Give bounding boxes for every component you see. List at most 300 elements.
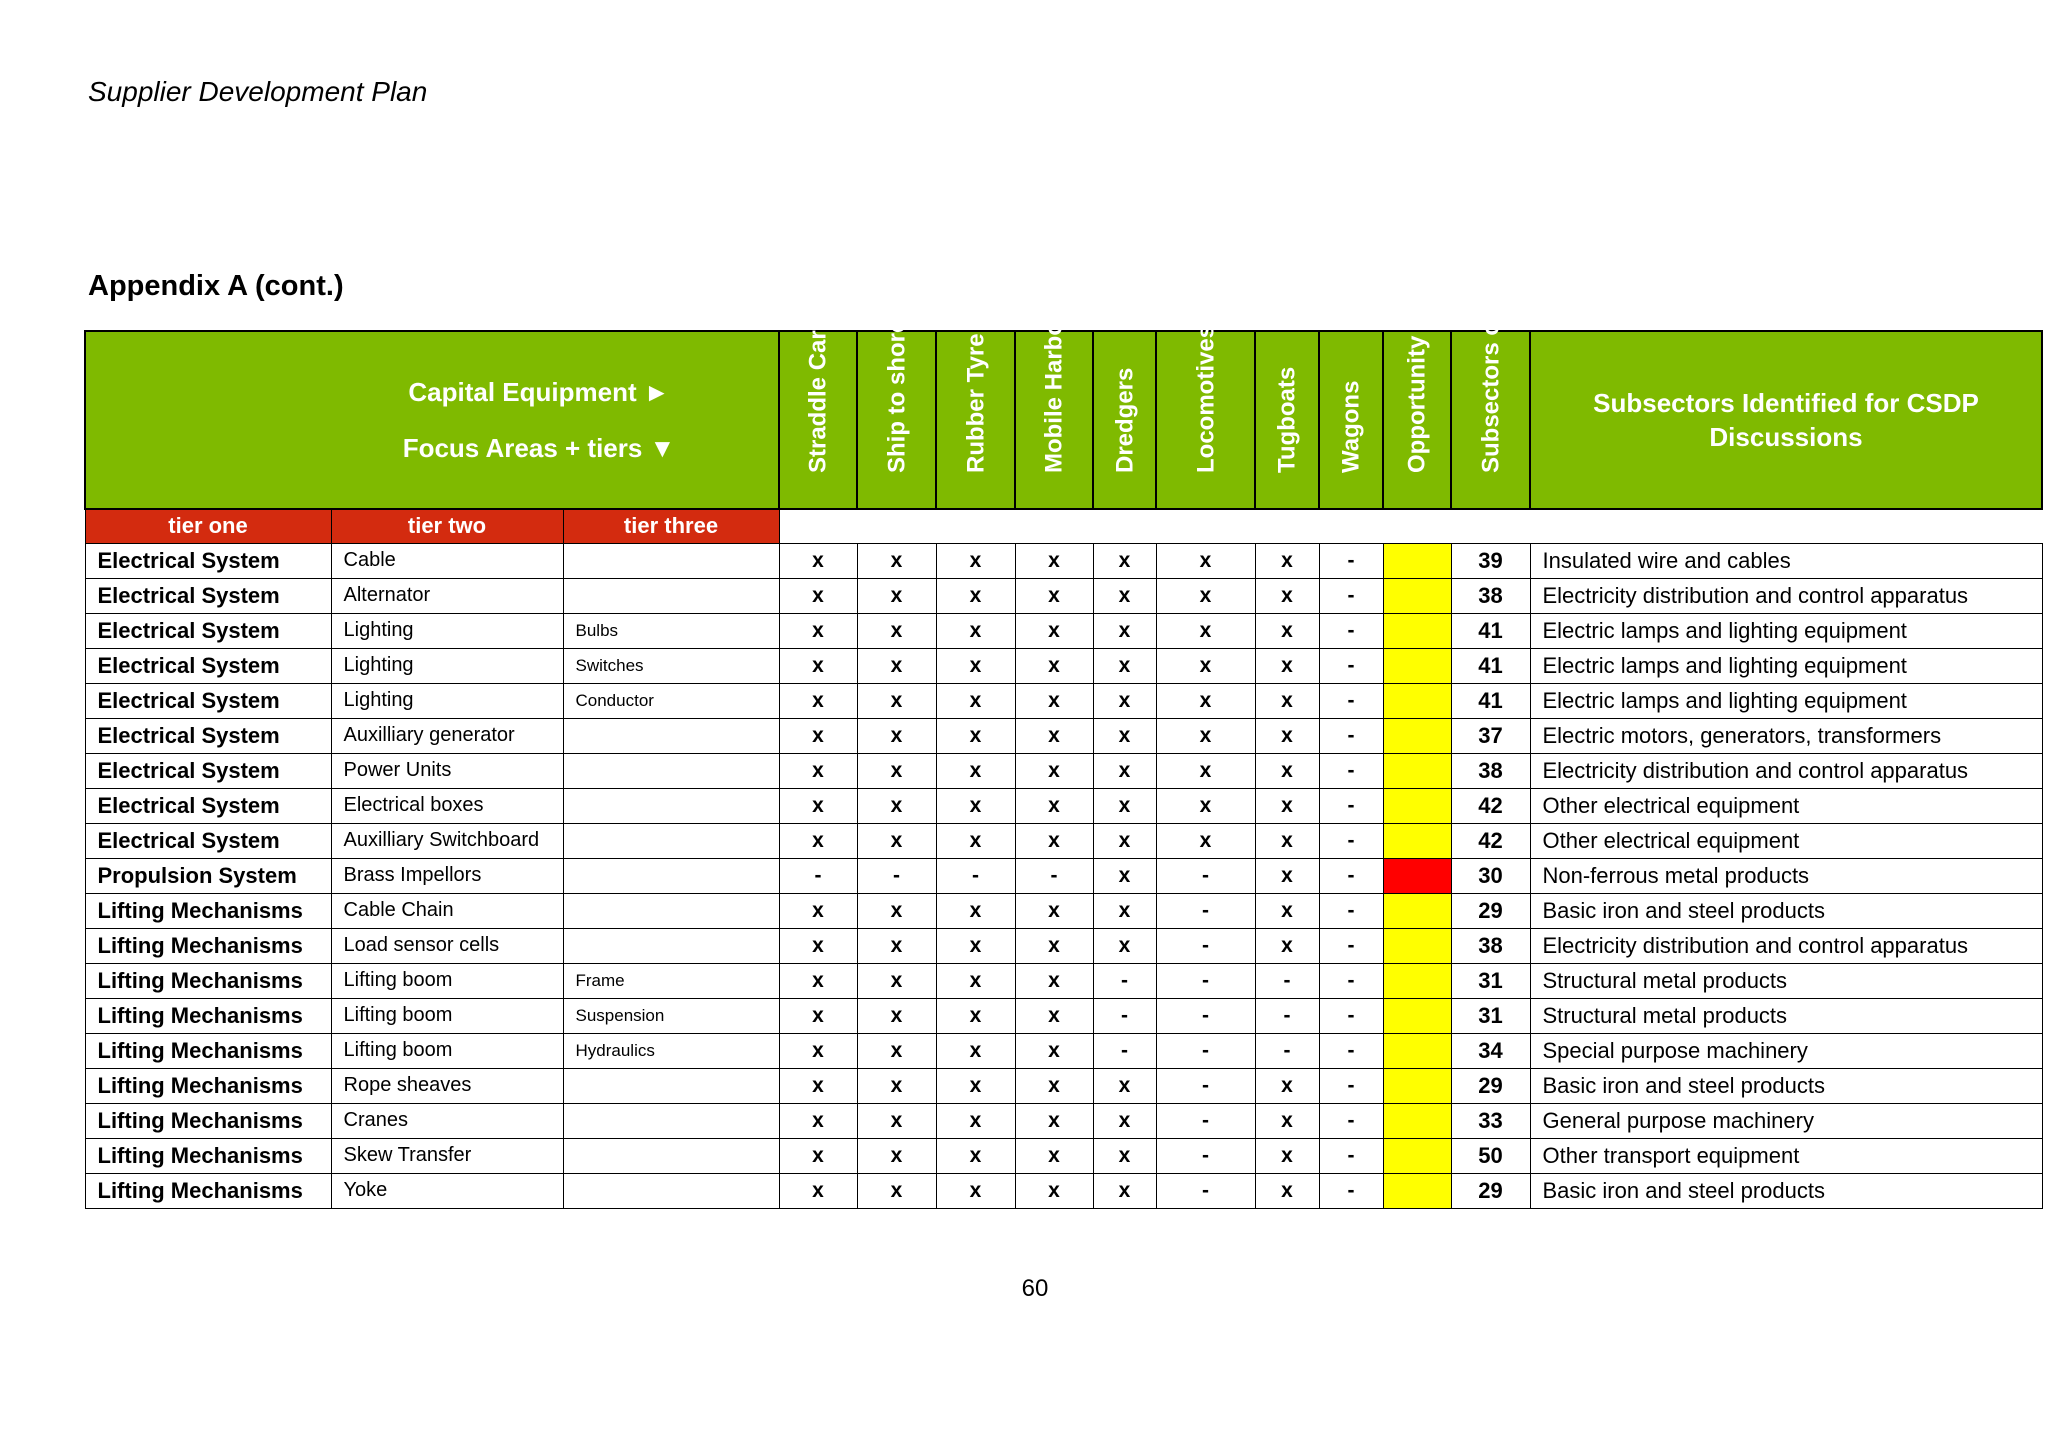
subsector-cell: Other electrical equipment <box>1530 823 2042 858</box>
col-header-ship-to-shore-cranes <box>857 235 936 509</box>
equipment-mark-cell: x <box>1255 928 1319 963</box>
equipment-mark-cell: - <box>1015 858 1093 893</box>
equipment-mark-cell: x <box>936 788 1015 823</box>
subsector-cell: Other transport equipment <box>1530 1138 2042 1173</box>
opportunity-cell <box>1383 893 1451 928</box>
equipment-mark-cell: x <box>936 998 1015 1033</box>
equipment-mark-cell: x <box>1015 1103 1093 1138</box>
opportunity-cell <box>1383 1103 1451 1138</box>
equipment-mark-cell: - <box>1093 963 1156 998</box>
opportunity-cell <box>1383 963 1451 998</box>
tier-two-cell: Alternator <box>331 578 563 613</box>
equipment-mark-cell: x <box>936 823 1015 858</box>
equipment-mark-cell: x <box>779 928 857 963</box>
opportunity-cell <box>1383 788 1451 823</box>
tier-two-cell: Cranes <box>331 1103 563 1138</box>
equipment-mark-cell: - <box>1319 543 1383 578</box>
subsector-cell: Insulated wire and cables <box>1530 543 2042 578</box>
tier-three-cell <box>563 893 779 928</box>
equipment-mark-cell: x <box>1156 718 1255 753</box>
equipment-mark-cell: - <box>1319 1033 1383 1068</box>
equipment-mark-cell: - <box>1156 1068 1255 1103</box>
col-header-label: Rubber Tyre Gantry Cranes <box>962 161 989 473</box>
tier-two-cell: Auxilliary Switchboard <box>331 823 563 858</box>
equipment-mark-cell: x <box>857 1068 936 1103</box>
equipment-mark-cell: x <box>779 1138 857 1173</box>
equipment-mark-cell: x <box>936 683 1015 718</box>
subsectors-header-label: Subsectors Identified for CSDP Discussions <box>1593 388 1979 452</box>
col-header-label: Ship to shore cranes <box>883 235 910 473</box>
tier-three-cell <box>563 718 779 753</box>
equipment-mark-cell: x <box>1015 718 1093 753</box>
tier-three-cell: Hydraulics <box>563 1033 779 1068</box>
equipment-mark-cell: x <box>1093 928 1156 963</box>
subsector-count-cell: 41 <box>1451 648 1530 683</box>
equipment-mark-cell: x <box>936 928 1015 963</box>
equipment-mark-cell: x <box>1015 1033 1093 1068</box>
subsector-cell: Electricity distribution and control apparatus <box>1530 928 2042 963</box>
tier-header-row <box>85 509 2042 543</box>
equipment-mark-cell: x <box>1156 823 1255 858</box>
col-header-label: Wagons <box>1337 380 1365 473</box>
tier-one-cell: Lifting Mechanisms <box>85 893 331 928</box>
equipment-mark-cell: x <box>779 613 857 648</box>
opportunity-cell <box>1383 543 1451 578</box>
subsector-count-cell: 33 <box>1451 1103 1530 1138</box>
tier-two-cell: Lifting boom <box>331 963 563 998</box>
subsector-cell: Non-ferrous metal products <box>1530 858 2042 893</box>
subsector-count-cell: 38 <box>1451 578 1530 613</box>
equipment-mark-cell: x <box>1255 613 1319 648</box>
equipment-mark-cell: x <box>936 753 1015 788</box>
equipment-mark-cell: x <box>1156 648 1255 683</box>
equipment-mark-cell: x <box>936 893 1015 928</box>
tier-three-cell <box>563 1173 779 1208</box>
table-body <box>85 543 2042 1208</box>
equipment-mark-cell: x <box>1015 1138 1093 1173</box>
focus-areas-label: Focus Areas + tiers ▼ <box>402 433 676 463</box>
equipment-mark-cell: - <box>1156 998 1255 1033</box>
equipment-mark-cell: x <box>779 683 857 718</box>
table-row <box>85 928 2042 963</box>
equipment-mark-cell: x <box>779 648 857 683</box>
opportunity-cell <box>1383 648 1451 683</box>
tier-one-cell: Electrical System <box>85 823 331 858</box>
subsector-count-cell: 34 <box>1451 1033 1530 1068</box>
tier-one-cell: Electrical System <box>85 543 331 578</box>
opportunity-cell <box>1383 578 1451 613</box>
tier-three-cell <box>563 1138 779 1173</box>
subsector-cell: Basic iron and steel products <box>1530 893 2042 928</box>
equipment-mark-cell: - <box>1255 1033 1319 1068</box>
equipment-mark-cell: x <box>1156 753 1255 788</box>
equipment-mark-cell: - <box>1093 998 1156 1033</box>
equipment-mark-cell: x <box>936 648 1015 683</box>
subsector-count-cell: 29 <box>1451 1173 1530 1208</box>
equipment-mark-cell: x <box>1156 788 1255 823</box>
table-row <box>85 1138 2042 1173</box>
equipment-mark-cell: - <box>1255 963 1319 998</box>
equipment-mark-cell: x <box>1255 1068 1319 1103</box>
equipment-mark-cell: x <box>1093 1068 1156 1103</box>
opportunity-cell <box>1383 1033 1451 1068</box>
tier-three-cell: Frame <box>563 963 779 998</box>
table-row <box>85 613 2042 648</box>
equipment-mark-cell: x <box>936 1173 1015 1208</box>
tier-two-cell: Skew Transfer <box>331 1138 563 1173</box>
equipment-mark-cell: x <box>936 1068 1015 1103</box>
equipment-mark-cell: - <box>1319 1068 1383 1103</box>
tier-three-cell: Conductor <box>563 683 779 718</box>
equipment-mark-cell: - <box>936 858 1015 893</box>
equipment-mark-cell: x <box>936 1103 1015 1138</box>
equipment-mark-cell: x <box>1156 578 1255 613</box>
equipment-mark-cell: x <box>857 1138 936 1173</box>
tier-three-cell <box>563 753 779 788</box>
equipment-mark-cell: x <box>1093 613 1156 648</box>
col-header-wagons <box>1319 331 1383 509</box>
tier-three-cell: Bulbs <box>563 613 779 648</box>
equipment-mark-cell: x <box>779 543 857 578</box>
equipment-mark-cell: - <box>1319 788 1383 823</box>
tier-one-cell: Lifting Mechanisms <box>85 1138 331 1173</box>
subsector-cell: Structural metal products <box>1530 998 2042 1033</box>
equipment-mark-cell: x <box>857 648 936 683</box>
equipment-mark-cell: - <box>1319 753 1383 788</box>
equipment-mark-cell: - <box>1156 893 1255 928</box>
tier-one-cell: Electrical System <box>85 788 331 823</box>
col-header-label: Mobile Harbour Cranes <box>1040 208 1068 473</box>
equipment-mark-cell: x <box>1093 718 1156 753</box>
subsector-count-cell: 50 <box>1451 1138 1530 1173</box>
tier-two-cell: Power Units <box>331 753 563 788</box>
equipment-mark-cell: x <box>857 893 936 928</box>
tier-two-cell: Load sensor cells <box>331 928 563 963</box>
equipment-mark-cell: - <box>1255 998 1319 1033</box>
equipment-mark-cell: - <box>1156 1173 1255 1208</box>
equipment-mark-cell: - <box>1319 683 1383 718</box>
equipment-mark-cell: x <box>857 543 936 578</box>
equipment-mark-cell: x <box>1093 1173 1156 1208</box>
equipment-mark-cell: x <box>857 683 936 718</box>
equipment-mark-cell: - <box>1319 893 1383 928</box>
col-header-opportunity <box>1383 223 1451 509</box>
equipment-mark-cell: x <box>779 823 857 858</box>
equipment-mark-cell: x <box>936 578 1015 613</box>
equipment-mark-cell: x <box>857 1033 936 1068</box>
equipment-mark-cell: - <box>1319 1173 1383 1208</box>
col-header-subsectors <box>1530 331 2042 509</box>
subsector-cell: General purpose machinery <box>1530 1103 2042 1138</box>
equipment-mark-cell: x <box>1093 753 1156 788</box>
tier-three-cell: Suspension <box>563 998 779 1033</box>
col-header-label: Tugboats <box>1273 366 1301 473</box>
table-row <box>85 893 2042 928</box>
table-row <box>85 578 2042 613</box>
equipment-mark-cell: - <box>1156 1103 1255 1138</box>
equipment-mark-cell: x <box>936 718 1015 753</box>
table-row <box>85 788 2042 823</box>
subsector-count-cell: 39 <box>1451 543 1530 578</box>
subsector-count-cell: 42 <box>1451 823 1530 858</box>
table-row <box>85 998 2042 1033</box>
tier-one-cell: Electrical System <box>85 613 331 648</box>
opportunity-cell <box>1383 1138 1451 1173</box>
subsector-cell: Basic iron and steel products <box>1530 1173 2042 1208</box>
tier-three-cell <box>563 543 779 578</box>
equipment-mark-cell: x <box>1156 543 1255 578</box>
tier-one-cell: Electrical System <box>85 718 331 753</box>
equipment-mark-cell: x <box>779 578 857 613</box>
equipment-mark-cell: x <box>1015 543 1093 578</box>
table-row <box>85 718 2042 753</box>
equipment-mark-cell: - <box>1156 1138 1255 1173</box>
capital-equipment-header <box>85 331 779 509</box>
equipment-mark-cell: - <box>1319 1138 1383 1173</box>
tier-one-cell: Lifting Mechanisms <box>85 1068 331 1103</box>
equipment-mark-cell: x <box>857 928 936 963</box>
subsector-cell: Special purpose machinery <box>1530 1033 2042 1068</box>
tier-two-cell: Rope sheaves <box>331 1068 563 1103</box>
col-header-label: Opportunity for CSDP <box>1403 223 1431 473</box>
equipment-mark-cell: - <box>1319 998 1383 1033</box>
equipment-mark-cell: x <box>1093 788 1156 823</box>
equipment-mark-cell: - <box>1319 648 1383 683</box>
tier-one-cell: Electrical System <box>85 753 331 788</box>
tier-three-cell <box>563 1103 779 1138</box>
page-number: 60 <box>1021 1275 1049 1302</box>
equipment-mark-cell: - <box>1319 963 1383 998</box>
tier-one-cell: Lifting Mechanisms <box>85 1103 331 1138</box>
table-row <box>85 753 2042 788</box>
tier-three-cell <box>563 928 779 963</box>
equipment-mark-cell: x <box>1015 1173 1093 1208</box>
tier-one-cell: Lifting Mechanisms <box>85 998 331 1033</box>
subsector-cell: Electric lamps and lighting equipment <box>1530 683 2042 718</box>
equipment-mark-cell: x <box>936 963 1015 998</box>
equipment-mark-cell: x <box>1255 648 1319 683</box>
equipment-mark-cell: x <box>1255 753 1319 788</box>
capital-equipment-label: Capital Equipment ► <box>408 376 670 407</box>
table-row <box>85 648 2042 683</box>
col-header-label: Subsectors on tier one and 2 <box>1477 143 1504 473</box>
subsector-count-cell: 41 <box>1451 683 1530 718</box>
equipment-mark-cell: x <box>857 578 936 613</box>
equipment-mark-cell: x <box>1255 1138 1319 1173</box>
equipment-mark-cell: - <box>1319 928 1383 963</box>
col-header-straddle-carriers <box>779 278 857 509</box>
equipment-mark-cell: x <box>1015 683 1093 718</box>
equipment-mark-cell: x <box>1255 718 1319 753</box>
equipment-mark-cell: x <box>779 893 857 928</box>
equipment-mark-cell: - <box>1319 858 1383 893</box>
tier-two-cell: Lifting boom <box>331 998 563 1033</box>
tier-one-cell: Propulsion System <box>85 858 331 893</box>
table-row <box>85 1173 2042 1208</box>
col-header-dredgers <box>1093 331 1156 509</box>
opportunity-cell <box>1383 928 1451 963</box>
tier-two-cell: Cable Chain <box>331 893 563 928</box>
tier-two-cell: Cable <box>331 543 563 578</box>
subsector-count-cell: 29 <box>1451 893 1530 928</box>
equipment-mark-cell: x <box>1255 858 1319 893</box>
tier-three-cell <box>563 823 779 858</box>
subsector-count-cell: 29 <box>1451 1068 1530 1103</box>
equipment-mark-cell: - <box>1156 928 1255 963</box>
equipment-mark-cell: x <box>779 963 857 998</box>
subsector-cell: Electricity distribution and control apparatus <box>1530 578 2042 613</box>
equipment-mark-cell: x <box>779 1103 857 1138</box>
equipment-mark-cell: x <box>1015 928 1093 963</box>
opportunity-cell <box>1383 823 1451 858</box>
table-row <box>85 823 2042 858</box>
subsector-cell: Electric lamps and lighting equipment <box>1530 613 2042 648</box>
equipment-mark-cell: x <box>1015 963 1093 998</box>
equipment-mark-cell: x <box>1015 893 1093 928</box>
subsector-cell: Structural metal products <box>1530 963 2042 998</box>
equipment-mark-cell: x <box>1255 823 1319 858</box>
equipment-mark-cell: x <box>936 1033 1015 1068</box>
equipment-mark-cell: x <box>1015 788 1093 823</box>
tier-three-cell <box>563 578 779 613</box>
equipment-mark-cell: x <box>1015 753 1093 788</box>
tier-two-cell: Yoke <box>331 1173 563 1208</box>
table-row <box>85 543 2042 578</box>
tier-one-cell: Lifting Mechanisms <box>85 1033 331 1068</box>
equipment-mark-cell: x <box>936 1138 1015 1173</box>
equipment-mark-cell: x <box>779 718 857 753</box>
equipment-mark-cell: x <box>1015 823 1093 858</box>
tier-one-cell: Electrical System <box>85 578 331 613</box>
opportunity-cell <box>1383 753 1451 788</box>
table-row <box>85 1033 2042 1068</box>
equipment-mark-cell: x <box>857 963 936 998</box>
table-row <box>85 1103 2042 1138</box>
tier-one-cell: Lifting Mechanisms <box>85 1173 331 1208</box>
equipment-mark-cell: x <box>1015 998 1093 1033</box>
equipment-mark-cell: - <box>1156 858 1255 893</box>
subsector-cell: Electric lamps and lighting equipment <box>1530 648 2042 683</box>
equipment-mark-cell: - <box>1156 963 1255 998</box>
tier-three-cell <box>563 788 779 823</box>
opportunity-cell <box>1383 683 1451 718</box>
tier-two-cell: Electrical boxes <box>331 788 563 823</box>
equipment-mark-cell: x <box>1093 893 1156 928</box>
equipment-mark-cell: x <box>857 788 936 823</box>
subsector-cell: Basic iron and steel products <box>1530 1068 2042 1103</box>
equipment-mark-cell: x <box>857 613 936 648</box>
equipment-mark-cell: x <box>1093 823 1156 858</box>
equipment-mark-cell: x <box>1093 543 1156 578</box>
equipment-mark-cell: x <box>779 788 857 823</box>
equipment-mark-cell: x <box>1093 1103 1156 1138</box>
appendix-title: Appendix A (cont.) <box>88 270 344 302</box>
equipment-mark-cell: x <box>936 613 1015 648</box>
col-header-label: Locomotives (D, E, D-E, MC) <box>1192 150 1219 473</box>
col-header-rubber-tyre-gantry-cranes <box>936 161 1015 509</box>
blank-header-spacer <box>779 509 2042 543</box>
equipment-mark-cell: x <box>779 1173 857 1208</box>
col-header-subsectors-count <box>1451 143 1530 509</box>
tier-one-cell: Electrical System <box>85 683 331 718</box>
tier-two-cell: Lighting <box>331 683 563 718</box>
equipment-mark-cell: x <box>1255 683 1319 718</box>
equipment-mark-cell: - <box>1093 1033 1156 1068</box>
equipment-mark-cell: - <box>857 858 936 893</box>
tier-two-cell: Brass Impellors <box>331 858 563 893</box>
equipment-mark-cell: x <box>857 998 936 1033</box>
equipment-mark-cell: x <box>1156 613 1255 648</box>
equipment-mark-cell: x <box>1156 683 1255 718</box>
col-header-locomotives <box>1156 150 1255 509</box>
equipment-mark-cell: x <box>857 823 936 858</box>
opportunity-cell <box>1383 1173 1451 1208</box>
opportunity-cell <box>1383 858 1451 893</box>
tier-one-cell: Electrical System <box>85 648 331 683</box>
tier-two-header: tier two <box>331 509 563 543</box>
equipment-mark-cell: - <box>1156 1033 1255 1068</box>
col-header-mobile-harbour-cranes <box>1015 208 1093 509</box>
tier-one-header: tier one <box>85 509 331 543</box>
subsector-cell: Other electrical equipment <box>1530 788 2042 823</box>
col-header-label: Dredgers <box>1111 367 1138 473</box>
equipment-mark-cell: x <box>1255 543 1319 578</box>
equipment-mark-cell: x <box>1015 578 1093 613</box>
subsector-count-cell: 37 <box>1451 718 1530 753</box>
equipment-mark-cell: x <box>857 1173 936 1208</box>
tier-two-cell: Lifting boom <box>331 1033 563 1068</box>
tier-three-header: tier three <box>563 509 779 543</box>
table-row <box>85 858 2042 893</box>
equipment-mark-cell: x <box>857 718 936 753</box>
tier-one-cell: Lifting Mechanisms <box>85 928 331 963</box>
equipment-mark-cell: x <box>1255 1103 1319 1138</box>
table-row <box>85 683 2042 718</box>
equipment-mark-cell: x <box>1015 648 1093 683</box>
equipment-mark-cell: x <box>1093 683 1156 718</box>
equipment-mark-cell: x <box>1255 893 1319 928</box>
equipment-mark-cell: - <box>1319 1103 1383 1138</box>
tier-three-cell <box>563 858 779 893</box>
equipment-mark-cell: - <box>779 858 857 893</box>
equipment-mark-cell: x <box>1093 858 1156 893</box>
equipment-mark-cell: x <box>1255 788 1319 823</box>
tier-two-cell: Auxilliary generator <box>331 718 563 753</box>
subsector-count-cell: 38 <box>1451 753 1530 788</box>
equipment-mark-cell: - <box>1319 613 1383 648</box>
table-row <box>85 1068 2042 1103</box>
subsector-count-cell: 42 <box>1451 788 1530 823</box>
equipment-mark-cell: x <box>1093 648 1156 683</box>
tier-one-cell: Lifting Mechanisms <box>85 963 331 998</box>
equipment-mark-cell: x <box>1255 1173 1319 1208</box>
header-row <box>85 331 2042 509</box>
equipment-mark-cell: x <box>1015 613 1093 648</box>
tier-three-cell: Switches <box>563 648 779 683</box>
col-header-label: Straddle Carriers <box>804 278 832 473</box>
equipment-mark-cell: - <box>1319 823 1383 858</box>
equipment-mark-cell: x <box>1093 1138 1156 1173</box>
equipment-mark-cell: x <box>779 998 857 1033</box>
subsector-count-cell: 38 <box>1451 928 1530 963</box>
equipment-mark-cell: - <box>1319 718 1383 753</box>
col-header-tugboats <box>1255 331 1319 509</box>
equipment-mark-cell: x <box>779 1068 857 1103</box>
opportunity-cell <box>1383 718 1451 753</box>
subsector-count-cell: 31 <box>1451 963 1530 998</box>
subsector-count-cell: 30 <box>1451 858 1530 893</box>
opportunity-cell <box>1383 998 1451 1033</box>
